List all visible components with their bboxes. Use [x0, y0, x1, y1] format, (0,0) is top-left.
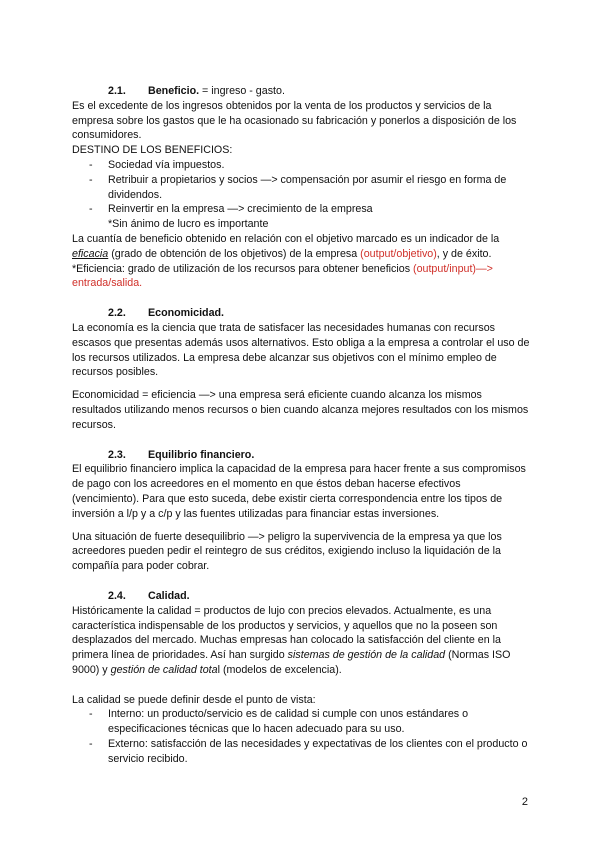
- text-run: , y de éxito.: [436, 247, 492, 260]
- section-title: Beneficio.: [148, 85, 200, 97]
- paragraph: La calidad se puede definir desde el punto de vista:: [72, 693, 316, 706]
- section-number: 2.1.: [108, 85, 126, 97]
- paragraph: [72, 232, 530, 262]
- emphasis-text: sistemas de gestión de la calidad: [287, 649, 446, 662]
- emphasis-eficacia: eficacia: [72, 247, 109, 260]
- quality-viewpoint-list: [72, 707, 530, 766]
- section-heading-2-1: [72, 84, 530, 99]
- section-number: 2.4.: [108, 589, 126, 602]
- paragraph: Es el excedente de los ingresos obtenidos por la venta de los productos y servicios de la empresa sobre los gastos que le ha ocasionado su fabricación y ponerlos a disposición de los consumidores.: [72, 99, 517, 142]
- page-number: 2: [521, 796, 528, 808]
- section-number: 2.2.: [108, 307, 126, 320]
- list-item: - Reinvertir en la empresa —> crecimiento de la empresa: [72, 202, 530, 217]
- paragraph: Una situación de fuerte desequilibrio —> peligro la supervivencia de la empresa ya que los acreedores pueden pedir el reintegro de sus créditos, exigiendo incluso la liquidación de la compañía para poder cobrar.: [72, 530, 502, 573]
- red-formula: (output/objetivo): [360, 247, 437, 260]
- text-run: l (modelos de excelencia).: [217, 663, 342, 676]
- text-run: (grado de obtención de los objetivos) de la empresa: [108, 247, 361, 260]
- text-run: *Eficiencia: grado de utilización de los recursos para obtener beneficios: [72, 262, 414, 275]
- section-heading-2-3: [72, 448, 530, 463]
- section-number: 2.3.: [108, 448, 126, 461]
- red-formula: (output/input)—> entrada/salida.: [72, 262, 493, 290]
- paragraph: La economía es la ciencia que trata de satisfacer las necesidades humanas con recursos escasos que presentas además usos alternativos. Esto obliga a la empresa a controlar el uso de los recursos utilizados. La empresa debe alcanzar sus objetivos con el mínimo empleo de recursos posibles.: [72, 321, 530, 379]
- list-item: - Retribuir a propietarios y socios —> compensación por asumir el riesgo en forma de dividendos.: [72, 173, 530, 203]
- section-title-rest: = ingreso - gasto.: [199, 85, 285, 97]
- paragraph: [72, 262, 530, 292]
- text-run: (Normas ISO 9000) y: [72, 649, 511, 676]
- benefit-destination-list: [72, 158, 530, 217]
- list-item: - Interno: un producto/servicio es de calidad si cumple con unos estándares o especificaciones técnicas que lo hacen adecuado para su uso.: [72, 707, 530, 737]
- section-title: Equilibrio financiero.: [148, 448, 255, 461]
- list-item: - Externo: satisfacción de las necesidades y expectativas de los clientes con el producto o servicio recibido.: [72, 737, 530, 767]
- text-run: La cuantía de beneficio obtenido en relación con el objetivo marcado es un indicador de la: [72, 232, 500, 245]
- section-heading-2-2: [72, 306, 530, 321]
- emphasis-text: gestión de calidad tota: [110, 663, 218, 676]
- section-title: Economicidad.: [148, 307, 225, 320]
- paragraph: El equilibrio financiero implica la capacidad de la empresa para hacer frente a sus compromisos de pago con los acreedores en el momento en que éstos deban hacerse efectivos (vencimiento). Para que esto suceda, debe existir cierta correspondencia entre los tipos de inversión a l/p y a c/p y las fuentes utilizadas para financiar estas inversiones.: [72, 463, 526, 520]
- note: *Sin ánimo de lucro es importante: [108, 218, 269, 231]
- paragraph: Economicidad = eficiencia —> una empresa será eficiente cuando alcanza los mismos resultados utilizando menos recursos o bien cuando alcanza mejores resultados con los mismos recursos.: [72, 389, 529, 431]
- paragraph: [72, 604, 530, 678]
- section-title: Calidad.: [148, 589, 190, 602]
- document-page: [72, 84, 530, 767]
- section-heading-2-4: [72, 589, 530, 604]
- list-heading: DESTINO DE LOS BENEFICIOS:: [72, 144, 233, 157]
- list-item: - Sociedad vía impuestos.: [72, 158, 530, 173]
- text-run: Históricamente la calidad = productos de lujo con precios elevados. Actualmente, es una característica indispensable de los productos y servicios, y aquellos que no la poseen son desplazados del mercado. Muchas empresas han colocado la satisfacción del cliente en la primera línea de prioridades. Así han surgido: [72, 604, 501, 662]
